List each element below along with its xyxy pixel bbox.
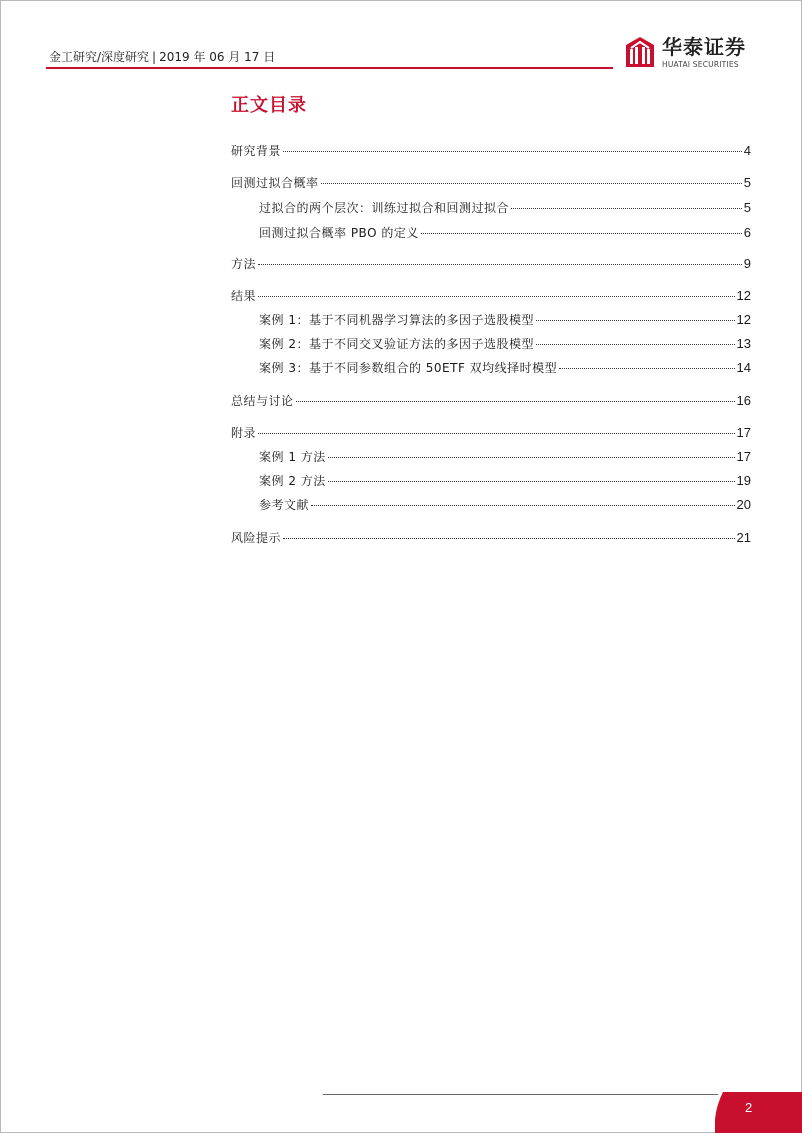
toc-entry-page: 6	[743, 225, 751, 240]
toc-leader	[311, 505, 735, 506]
toc-leader	[258, 296, 735, 297]
toc-title: 正文目录	[231, 95, 307, 116]
logo-chinese-name: 华泰证券	[662, 35, 746, 59]
toc-entry-label: 案例 1 方法	[259, 450, 326, 464]
toc-entry-page: 16	[736, 393, 751, 408]
toc-entry[interactable]	[259, 360, 751, 376]
logo-english-name: HUATAI SECURITIES	[662, 60, 739, 69]
toc-entry-page: 13	[736, 336, 751, 351]
toc-entry-label: 研究背景	[231, 144, 282, 158]
toc-leader	[328, 457, 735, 458]
toc-entry-page: 4	[743, 143, 751, 158]
toc-entry-page: 19	[736, 473, 751, 488]
toc-entry[interactable]	[259, 497, 751, 513]
toc-entry[interactable]	[259, 336, 751, 352]
toc-entry-label: 回测过拟合概率	[231, 176, 319, 190]
toc-entry-label: 总结与讨论	[231, 394, 294, 408]
toc-leader	[421, 233, 742, 234]
toc-entry-label: 案例 1：基于不同机器学习算法的多因子选股模型	[259, 313, 534, 327]
toc-entry-page: 12	[736, 312, 751, 327]
brand-logo	[624, 34, 774, 74]
footer-rule	[323, 1094, 718, 1095]
toc-entry[interactable]	[231, 530, 751, 546]
header-rule	[46, 67, 613, 69]
toc-entry-page: 20	[736, 497, 751, 512]
toc-leader	[258, 264, 742, 265]
toc-leader	[258, 433, 735, 434]
toc-entry-label: 回测过拟合概率 PBO 的定义	[259, 226, 419, 240]
toc-entry-page: 17	[736, 449, 751, 464]
toc-leader	[536, 344, 735, 345]
toc-entry-page: 5	[743, 175, 751, 190]
toc-entry[interactable]	[231, 143, 751, 159]
header-date: 2019 年 06 月 17 日	[159, 50, 276, 64]
page-header	[49, 49, 275, 65]
toc-entry-label: 案例 2 方法	[259, 474, 326, 488]
toc-entry-label: 附录	[231, 426, 257, 440]
toc-entry-page: 12	[736, 288, 751, 303]
toc-entry-label: 案例 3：基于不同参数组合的 50ETF 双均线择时模型	[259, 361, 558, 375]
page-number-tab	[715, 1092, 802, 1133]
toc-entry-page: 5	[743, 200, 751, 215]
toc-entry-label: 方法	[231, 257, 257, 271]
header-category: 金工研究/深度研究	[49, 50, 150, 64]
toc-entry[interactable]	[231, 256, 751, 272]
toc-leader	[321, 183, 742, 184]
toc-entry-page: 14	[736, 360, 751, 375]
header-separator: |	[152, 50, 157, 64]
toc-leader	[328, 481, 735, 482]
toc-entry-label: 案例 2：基于不同交叉验证方法的多因子选股模型	[259, 337, 534, 351]
toc-entry-page: 21	[736, 530, 751, 545]
toc-entry-page: 17	[736, 425, 751, 440]
toc-entry[interactable]	[231, 175, 751, 191]
toc-leader	[283, 151, 742, 152]
toc-entry-label: 结果	[231, 289, 257, 303]
toc-entry[interactable]	[231, 393, 751, 409]
toc-leader	[296, 401, 735, 402]
toc-entry-label: 风险提示	[231, 531, 282, 545]
toc-entry[interactable]	[259, 473, 751, 489]
toc-entry[interactable]	[259, 449, 751, 465]
toc-entry-label: 过拟合的两个层次：训练过拟合和回测过拟合	[259, 201, 510, 215]
toc-entry-label: 参考文献	[259, 498, 310, 512]
toc-entry[interactable]	[231, 288, 751, 304]
toc-entry[interactable]	[259, 225, 751, 241]
toc-entry[interactable]	[259, 312, 751, 328]
toc-leader	[283, 538, 735, 539]
huatai-logo-icon	[624, 36, 656, 68]
toc-leader	[536, 320, 735, 321]
toc-entry[interactable]	[259, 200, 751, 216]
toc-entry-page: 9	[743, 256, 751, 271]
toc-entry[interactable]	[231, 425, 751, 441]
page-number: 2	[745, 1100, 753, 1115]
toc-leader	[511, 208, 742, 209]
toc-leader	[559, 368, 734, 369]
